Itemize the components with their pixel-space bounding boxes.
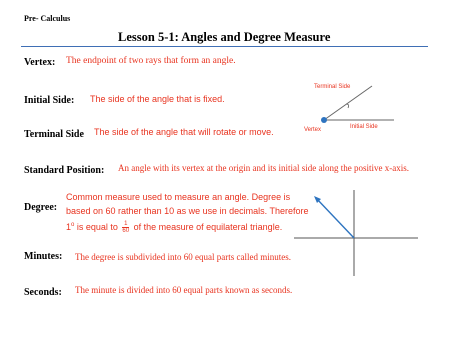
terminal-side-diagram-label: Terminal Side xyxy=(314,84,351,90)
course-name: Pre- Calculus xyxy=(24,14,71,23)
standard-position-diagram xyxy=(292,186,422,278)
vertex-label: Vertex: xyxy=(24,57,56,68)
terminal-side-ray xyxy=(324,86,372,120)
degree-one: 1 xyxy=(66,222,72,232)
terminal-ray xyxy=(316,198,354,238)
page-title: Lesson 5-1: Angles and Degree Measure xyxy=(118,30,331,44)
initial-side-label: Initial Side: xyxy=(24,95,75,106)
degree-definition-line-2: based on 60 rather than 10 as we use in decimals. Therefore xyxy=(66,206,309,216)
vertex-definition: The endpoint of two rays that form an angle. xyxy=(66,56,236,66)
degree-symbol: o xyxy=(71,222,75,228)
initial-side-diagram-label: Initial Side xyxy=(350,124,378,130)
seconds-definition: The minute is divided into 60 equal parts known as seconds. xyxy=(75,285,293,295)
standard-position-definition: An angle with its vertex at the origin and its initial side along the positive x-axis. xyxy=(118,163,409,173)
terminal-side-label: Terminal Side xyxy=(24,129,84,140)
fraction-numerator: 1 xyxy=(124,221,128,228)
terminal-side-definition: The side of the angle that will rotate or move. xyxy=(94,127,274,137)
fraction-denominator: 60 xyxy=(122,228,130,235)
minutes-label: Minutes: xyxy=(24,251,63,262)
degree-definition-line-1: Common measure used to measure an angle. Degree is xyxy=(66,192,291,202)
title-divider xyxy=(21,46,428,47)
degree-of-measure: of the measure of equilateral triangle. xyxy=(133,222,283,232)
seconds-label: Seconds: xyxy=(24,287,62,298)
one-sixtieth-fraction xyxy=(122,221,129,234)
degree-label: Degree: xyxy=(24,202,58,213)
degree-definition-line-3 xyxy=(66,218,282,234)
vertex-dot xyxy=(321,117,327,123)
initial-side-definition: The side of the angle that is fixed. xyxy=(90,94,225,104)
vertex-diagram-label: Vertex xyxy=(304,127,322,133)
degree-is-equal-to: is equal to xyxy=(74,222,118,232)
minutes-definition: The degree is subdivided into 60 equal parts called minutes. xyxy=(75,252,291,262)
standard-position-label: Standard Position: xyxy=(24,165,105,176)
